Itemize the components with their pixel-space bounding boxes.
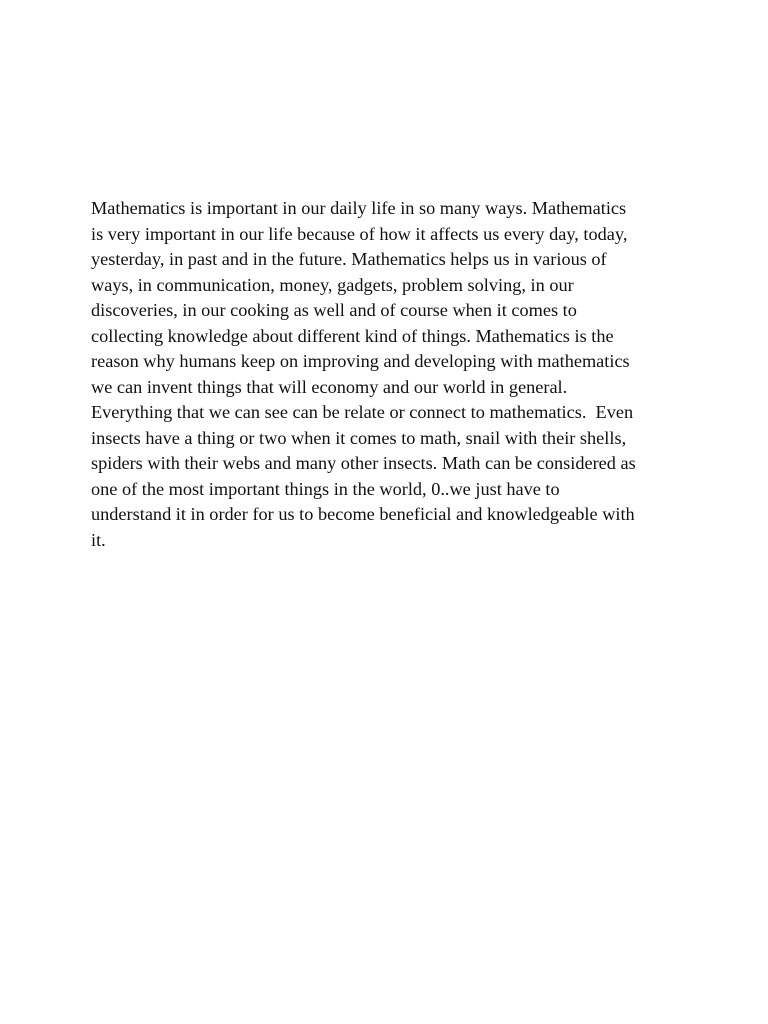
- paragraph-line: Everything that we can see can be relate or connect to mathematics. Even: [91, 402, 634, 422]
- paragraph-line: we can invent things that will economy and our world in general.: [91, 376, 568, 397]
- paragraph-line: Mathematics is important in our daily life in so many ways. Mathematics: [91, 198, 627, 218]
- paragraph-line: collecting knowledge about different kind of things. Mathematics is the: [91, 325, 614, 346]
- paragraph-line: ways, in communication, money, gadgets, problem solving, in our: [91, 274, 574, 295]
- paragraph-line: one of the most important things in the world, 0..we just have to: [91, 478, 560, 499]
- paragraph-line: discoveries, in our cooking as well and of course when it comes to: [91, 300, 577, 320]
- body-paragraph: [91, 196, 691, 553]
- paragraph-line: yesterday, in past and in the future. Mathematics helps us in various of: [91, 249, 607, 269]
- paragraph-line: insects have a thing or two when it comes to math, snail with their shells,: [91, 427, 627, 448]
- paragraph-line: understand it in order for us to become beneficial and knowledgeable with: [91, 504, 635, 524]
- paragraph-line: spiders with their webs and many other insects. Math can be considered as: [91, 453, 636, 473]
- paragraph-line: reason why humans keep on improving and developing with mathematics: [91, 351, 630, 371]
- paragraph-line: it.: [91, 529, 106, 550]
- paragraph-line: is very important in our life because of how it affects us every day, today,: [91, 223, 628, 244]
